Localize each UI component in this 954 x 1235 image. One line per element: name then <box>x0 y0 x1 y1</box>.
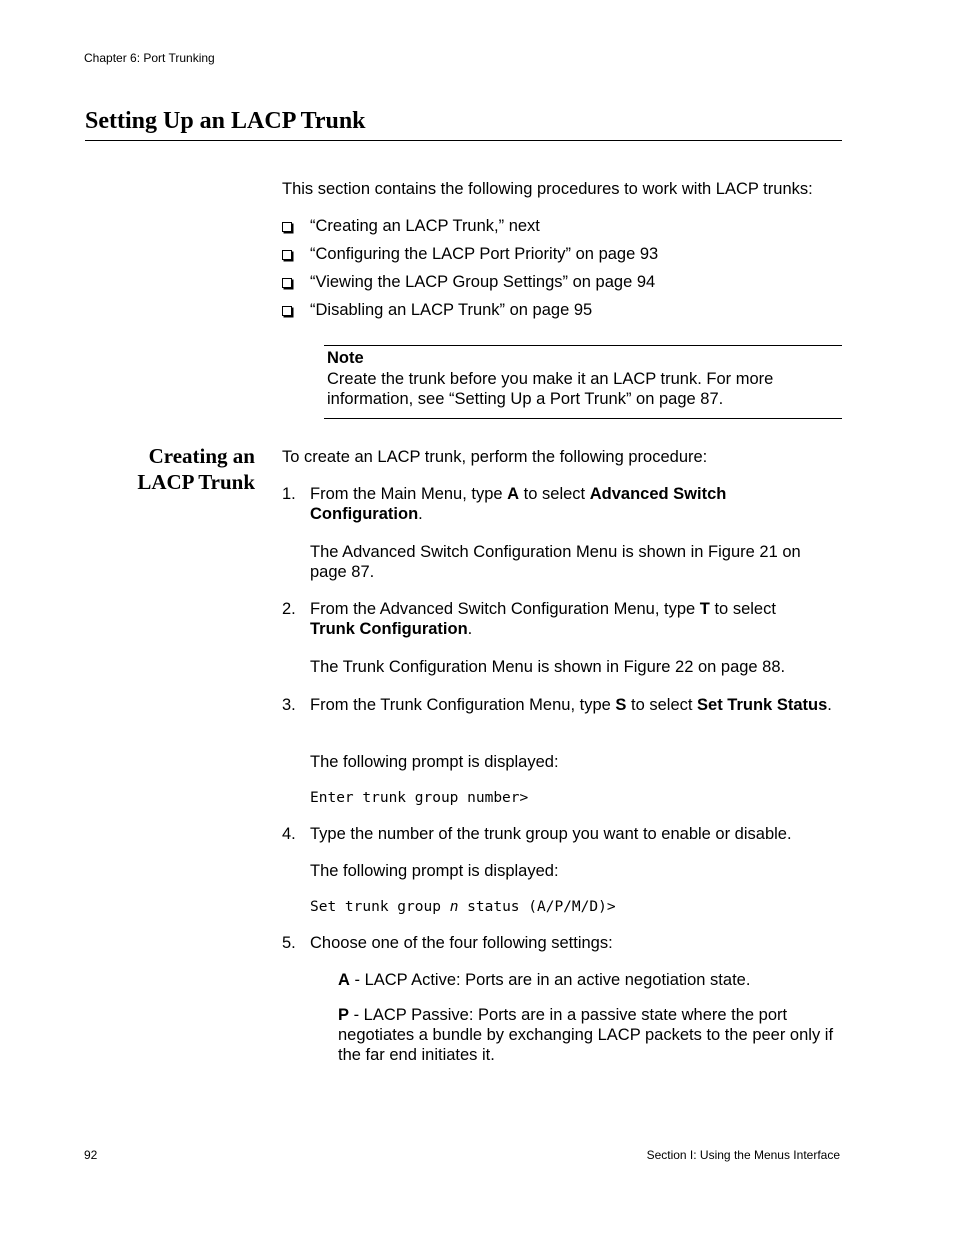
step-text-part: From the Trunk Configuration Menu, type <box>310 696 616 714</box>
list-item <box>282 300 658 328</box>
step-note: The Trunk Configuration Menu is shown in Figure 22 on page 88. <box>310 658 786 676</box>
title-underline <box>85 140 842 141</box>
step-text: Type the number of the trunk group you want to enable or disable. <box>310 825 792 843</box>
option-item <box>338 970 842 990</box>
list-item-text: “Configuring the LACP Port Priority” on page 93 <box>310 245 659 263</box>
step-text <box>310 599 840 639</box>
note-text: Create the trunk before you make it an LACP trunk. For more information, see “Setting Up a Port Trunk” on page 87. <box>327 370 774 408</box>
step-text-part: to select <box>626 696 698 714</box>
step-key: T <box>699 600 710 618</box>
prompt-code: Enter trunk group number> <box>310 790 529 806</box>
list-item-text: “Creating an LACP Trunk,” next <box>310 217 540 235</box>
step-text-part: to select <box>519 485 590 503</box>
option-key: A <box>338 971 350 989</box>
prompt-code <box>310 897 616 917</box>
step-menu-option: Trunk Configuration <box>310 620 468 638</box>
list-item <box>282 244 658 272</box>
checkbox-bullet-icon <box>282 250 292 260</box>
step-number: 5. <box>282 934 296 952</box>
step-text <box>310 695 840 715</box>
list-item-text: “Viewing the LACP Group Settings” on page 94 <box>310 273 656 291</box>
step-menu-option: Advanced Switch Configuration <box>310 485 727 523</box>
step-note: The Advanced Switch Configuration Menu is shown in Figure 21 on page 87. <box>310 543 801 581</box>
procedure-intro: To create an LACP trunk, perform the following procedure: <box>282 448 708 466</box>
prompt-code-variable: n <box>449 899 459 915</box>
checkbox-bullet-icon <box>282 222 292 232</box>
procedure-list <box>282 216 658 328</box>
checkbox-bullet-icon <box>282 278 292 288</box>
intro-paragraph: This section contains the following procedures to work with LACP trunks: <box>282 180 813 198</box>
option-text: - LACP Active: Ports are in an active negotiation state. <box>349 971 751 989</box>
prompt-code-part: Set trunk group <box>310 899 450 915</box>
list-item <box>282 216 658 244</box>
subsection-heading-line2: LACP Trunk <box>137 470 255 494</box>
checkbox-bullet-icon <box>282 306 292 316</box>
step-note: The following prompt is displayed: <box>310 753 559 771</box>
step-number: 3. <box>282 696 296 714</box>
option-item <box>338 1005 842 1065</box>
step-number: 1. <box>282 485 296 503</box>
step-key: S <box>615 696 627 714</box>
running-footer: Section I: Using the Menus Interface <box>646 1148 840 1162</box>
step-note: The following prompt is displayed: <box>310 862 559 880</box>
note-bottom-rule <box>324 418 842 419</box>
step-text <box>310 484 840 524</box>
subsection-heading-line1: Creating an <box>148 444 255 468</box>
page-number: 92 <box>84 1148 98 1162</box>
step-menu-option: Set Trunk Status <box>697 696 828 714</box>
step-text-part: From the Advanced Switch Configuration Menu, type <box>310 600 700 618</box>
step-text-part: to select <box>709 600 776 618</box>
step-text-part: . <box>418 505 423 523</box>
section-title: Setting Up an LACP Trunk <box>85 108 366 134</box>
step-key: A <box>507 485 520 503</box>
step-number: 2. <box>282 600 296 618</box>
step-text: Choose one of the four following settings: <box>310 934 613 952</box>
running-header: Chapter 6: Port Trunking <box>84 51 215 65</box>
prompt-code-part: status (A/P/M/D)> <box>458 899 616 915</box>
step-number: 4. <box>282 825 296 843</box>
step-text-part: . <box>827 696 832 714</box>
note-top-rule <box>324 345 842 346</box>
option-key: P <box>338 1006 350 1024</box>
list-item-text: “Disabling an LACP Trunk” on page 95 <box>310 301 593 319</box>
step-text-part: From the Main Menu, type <box>310 485 508 503</box>
option-text: - LACP Passive: Ports are in a passive state where the port negotiates a bundle by exchanging LACP packets to the peer only if the far end initiates it. <box>338 1006 834 1064</box>
step-text-part: . <box>467 620 473 638</box>
list-item <box>282 272 658 300</box>
subsection-heading <box>85 443 255 495</box>
note-heading: Note <box>327 349 364 367</box>
